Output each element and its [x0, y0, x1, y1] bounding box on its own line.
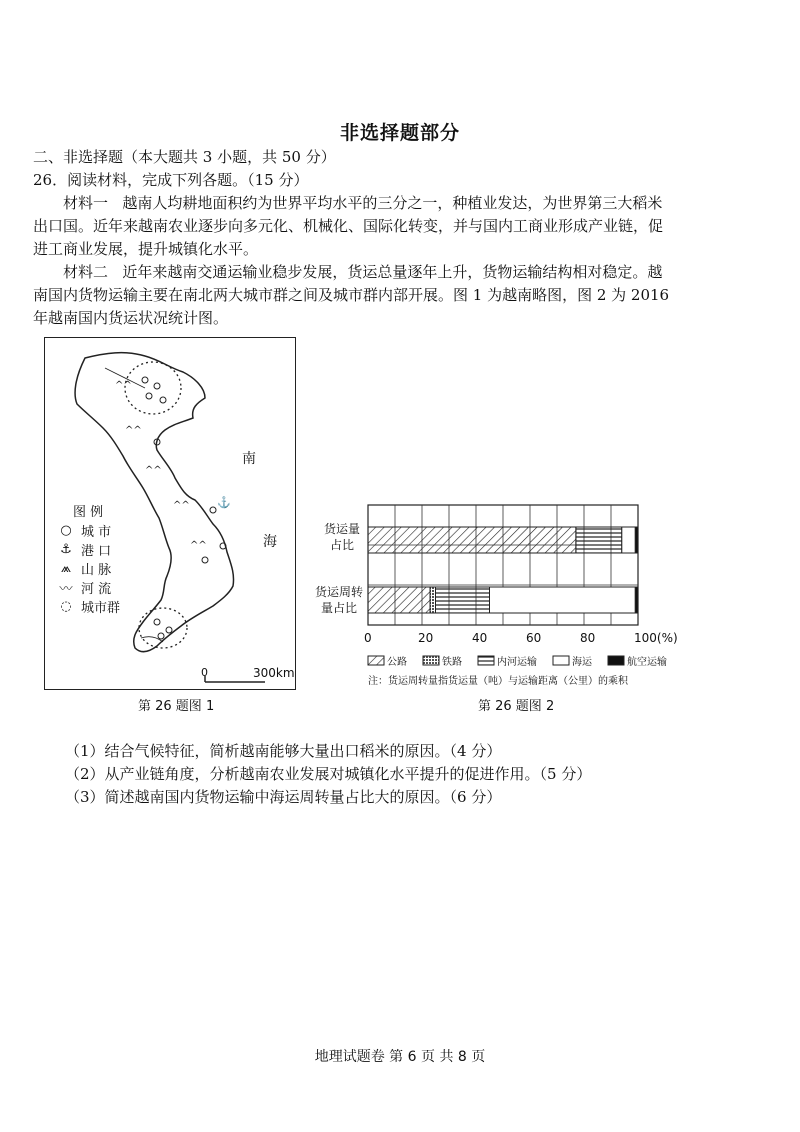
chart-legend-item-inland-water: 内河运输 — [478, 653, 537, 668]
material1-line-1: 材料一 越南人均耕地面积约为世界平均水平的三分之一，种植业发达，为世界第三大稻米 — [63, 194, 663, 212]
material2-line-3: 年越南国内货运状况统计图。 — [33, 309, 229, 327]
chart-note: 注：货运周转量指货运量（吨）与运输距离（公里）的乘积 — [368, 676, 628, 687]
material2-line-2: 南国内货物运输主要在南北两大城市群之间及城市群内部开展。图 1 为越南略图，图 2 为 2016 — [33, 286, 670, 304]
svg-text:^^: ^^ — [115, 380, 132, 391]
chart-bar-segment — [368, 587, 430, 613]
scale-zero: 0 — [201, 666, 208, 679]
chart-bar-segment — [576, 527, 622, 553]
chart-tick-label: 40 — [472, 631, 488, 645]
svg-text:^^: ^^ — [173, 500, 190, 511]
chart-bar-segment — [490, 587, 636, 613]
mountain-icon: ⩕ — [60, 561, 72, 576]
chart-legend-item-road: 公路 — [368, 653, 407, 668]
chart-bar-segment — [622, 527, 636, 553]
city-icon: ○ — [60, 523, 72, 538]
svg-text:^^: ^^ — [125, 425, 142, 436]
chart-caption: 第 26 题图 2 — [478, 699, 555, 714]
scale-label: 300km — [253, 666, 295, 680]
svg-text:^^: ^^ — [145, 465, 162, 476]
svg-text:⚓: ⚓ — [217, 496, 231, 509]
material1-line-3: 进工商业发展，提升城镇化水平。 — [33, 240, 259, 258]
port-icon: ⚓ — [60, 542, 72, 557]
chart-tick-label: 60 — [526, 631, 542, 645]
question-stem: 26．阅读材料，完成下列各题。（15 分） — [33, 171, 309, 189]
vietnam-map — [44, 337, 296, 690]
chart-tick-label: 80 — [580, 631, 596, 645]
legend-item-river: 〰 河 流 — [57, 578, 120, 597]
sea-label-2: 海 — [263, 534, 277, 550]
page-footer: 地理试题卷 第 6 页 共 8 页 — [314, 1049, 486, 1065]
legend-item-mountain: ⩕ 山 脉 — [57, 559, 120, 578]
part-heading: 二、非选择题（本大题共 3 小题，共 50 分） — [33, 148, 336, 166]
city-cluster-icon: ◌ — [60, 599, 72, 614]
chart-legend — [368, 653, 667, 668]
svg-text:^^: ^^ — [190, 540, 207, 551]
chart-ticks — [364, 631, 678, 645]
chart-tick-label: 0 — [364, 631, 372, 645]
chart-bar-segment — [635, 527, 638, 553]
section-title: 非选择题部分 — [339, 122, 460, 144]
subquestion-1: （1）结合气候特征，简析越南能够大量出口稻米的原因。（4 分） — [65, 742, 502, 760]
material1-label: 材料一 — [63, 194, 109, 212]
material1-line-2: 出口国。近年来越南农业逐步向多元化、机械化、国际化转变，并与国内工商业形成产业链，促 — [33, 217, 664, 235]
chart-legend-item-sea: 海运 — [553, 653, 592, 668]
chart-category-label-1: 货运量 占比 — [323, 522, 360, 552]
legend-item-city: ○ 城 市 — [57, 521, 120, 540]
legend-item-city-cluster: ◌ 城市群 — [57, 597, 120, 616]
chart-bar-segment — [436, 587, 490, 613]
material2-line-1: 材料二 近年来越南交通运输业稳步发展，货运总量逐年上升，货物运输结构相对稳定。越 — [63, 263, 663, 281]
subquestion-3: （3）简述越南国内货物运输中海运周转量占比大的原因。（6 分） — [65, 788, 502, 806]
map-legend-title: 图 例 — [73, 505, 104, 520]
chart-legend-item-rail: 铁路 — [423, 653, 462, 668]
sea-label-1: 南 — [242, 451, 256, 467]
chart-tick-label: 20 — [418, 631, 434, 645]
map-caption: 第 26 题图 1 — [138, 699, 215, 714]
chart-tick-label: 100(%) — [634, 631, 678, 645]
chart-bar-segment — [635, 587, 638, 613]
subquestion-2: （2）从产业链角度，分析越南农业发展对城镇化水平提升的促进作用。（5 分） — [65, 765, 592, 783]
chart-bar-segment — [430, 587, 435, 613]
map-legend — [57, 521, 120, 616]
river-icon: 〰 — [59, 582, 73, 597]
legend-item-port: ⚓ 港 口 — [57, 540, 120, 559]
freight-chart — [360, 500, 678, 660]
chart-category-label-2: 货运周转 量占比 — [314, 585, 363, 615]
chart-legend-item-air: 航空运输 — [608, 653, 667, 668]
material2-label: 材料二 — [63, 263, 109, 281]
chart-bar-segment — [368, 527, 576, 553]
